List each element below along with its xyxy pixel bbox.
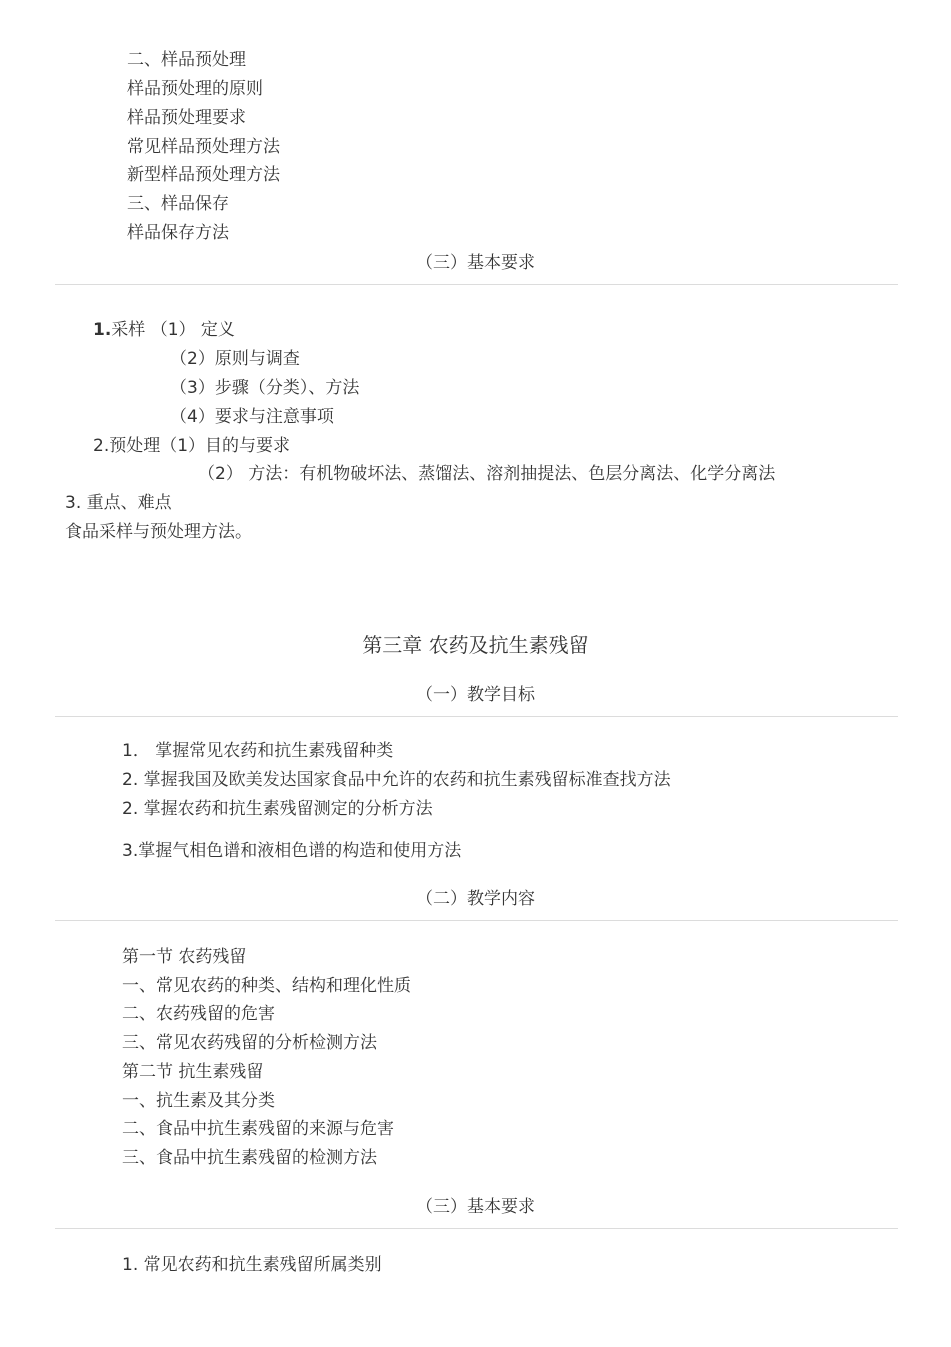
section-item: 常见样品预处理方法 — [127, 137, 280, 157]
section-heading: （二）教学内容 — [416, 889, 535, 909]
requirement-number: 1. — [93, 320, 112, 340]
divider — [55, 716, 898, 717]
requirement-subitem: （2） 方法：有机物破坏法、蒸馏法、溶剂抽提法、色层分离法、化学分离法 — [198, 464, 776, 484]
requirement-text: 采样 （1） 定义 — [111, 320, 235, 340]
section-item: 二、样品预处理 — [127, 50, 246, 70]
requirement-item: 1. 常见农药和抗生素残留所属类别 — [122, 1255, 382, 1275]
section-heading: （三）基本要求 — [416, 253, 535, 273]
objective-item: 1． 掌握常见农药和抗生素残留种类 — [122, 741, 394, 761]
content-item: 第一节 农药残留 — [122, 947, 247, 967]
content-item: 二、食品中抗生素残留的来源与危害 — [122, 1119, 394, 1139]
divider — [55, 920, 898, 921]
section-item: 三、样品保存 — [127, 194, 229, 214]
objective-item: 3.掌握气相色谱和液相色谱的构造和使用方法 — [122, 841, 462, 861]
section-item: 新型样品预处理方法 — [127, 165, 280, 185]
key-points-text: 食品采样与预处理方法。 — [65, 522, 252, 542]
divider — [55, 284, 898, 285]
content-item: 一、常见农药的种类、结构和理化性质 — [122, 976, 411, 996]
key-points-label: 3. 重点、难点 — [65, 493, 172, 513]
objective-item: 2. 掌握农药和抗生素残留测定的分析方法 — [122, 799, 433, 819]
requirement-pretreatment: 2.预处理（1）目的与要求 — [93, 436, 291, 456]
content-item: 三、常见农药残留的分析检测方法 — [122, 1033, 377, 1053]
chapter-title: 第三章 农药及抗生素残留 — [362, 633, 589, 657]
section-item: 样品保存方法 — [127, 223, 229, 243]
content-item: 一、抗生素及其分类 — [122, 1091, 275, 1111]
divider — [55, 1228, 898, 1229]
section-heading: （三）基本要求 — [416, 1197, 535, 1217]
objective-item: 2. 掌握我国及欧美发达国家食品中允许的农药和抗生素残留标准查找方法 — [122, 770, 671, 790]
requirement-subitem: （3）步骤（分类）、方法 — [170, 378, 360, 398]
section-item: 样品预处理的原则 — [127, 79, 263, 99]
content-item: 三、食品中抗生素残留的检测方法 — [122, 1148, 377, 1168]
section-heading: （一）教学目标 — [416, 685, 535, 705]
requirement-subitem: （2）原则与调查 — [170, 349, 300, 369]
content-item: 二、农药残留的危害 — [122, 1004, 275, 1024]
requirement-sampling — [93, 319, 235, 341]
section-item: 样品预处理要求 — [127, 108, 246, 128]
content-item: 第二节 抗生素残留 — [122, 1062, 264, 1082]
requirement-subitem: （4）要求与注意事项 — [170, 407, 334, 427]
